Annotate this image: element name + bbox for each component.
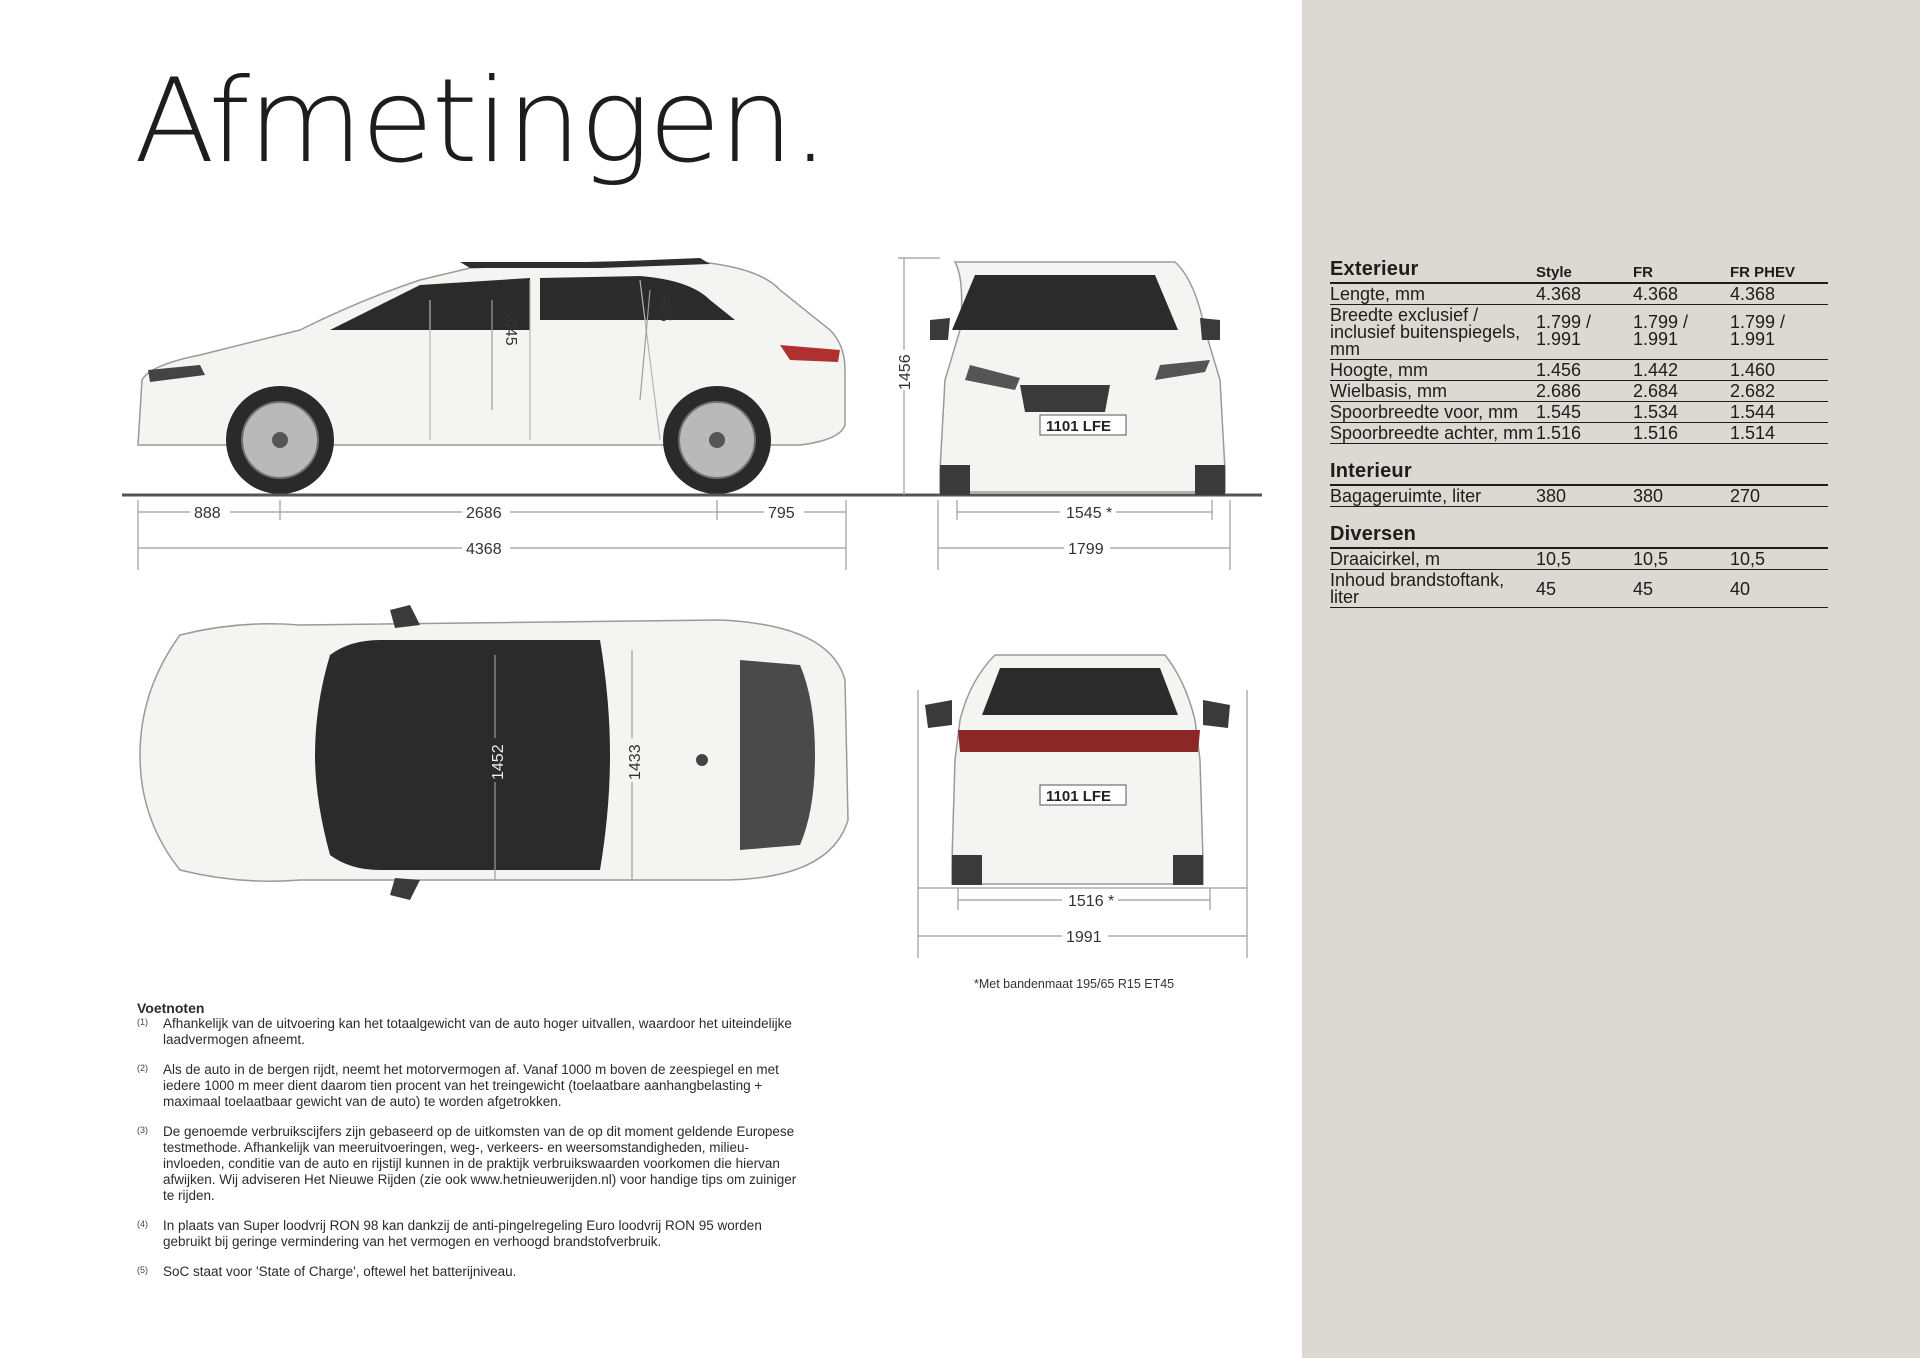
row-label: Lengte, mm (1330, 284, 1426, 304)
row-label: Draaicirkel, m (1330, 549, 1441, 569)
table-row (1330, 423, 1828, 444)
rear-shoulder-label: 1433 (627, 744, 644, 780)
footnote-item (137, 1264, 797, 1280)
row-value: 1.799 / 1.991 (1633, 312, 1689, 349)
footnote-marker: (5) (137, 1265, 148, 1275)
row-value: 1.442 (1633, 360, 1679, 380)
row-value: 4.368 (1730, 284, 1776, 304)
footnote-text: In plaats van Super loodvrij RON 98 kan dankzij de anti-pingelregeling Euro loodvrij RON 95 worden gebruikt bij geringe vermindering van het vermogen en verhoogd brandstofverbruik. (163, 1218, 762, 1249)
row-label: Breedte exclusief / inclusief buitenspiegels, mm (1330, 305, 1521, 359)
row-value: 2.684 (1633, 381, 1679, 401)
front-track-label: 1545 * (1066, 505, 1113, 522)
length-label: 4368 (466, 541, 502, 558)
front-overhang-label: 888 (194, 505, 221, 522)
footnote-item (137, 1124, 797, 1204)
footnote-text: Afhankelijk van de uitvoering kan het totaalgewicht van de auto hoger uitvallen, waardoor het uiteindelijke laadvermogen afneemt. (163, 1016, 792, 1047)
row-value: 4.368 (1633, 284, 1679, 304)
row-value: 10,5 (1730, 549, 1766, 569)
section-title: Interieur (1330, 460, 1412, 482)
rear-overhang-label: 795 (768, 505, 795, 522)
table-row (1330, 486, 1828, 507)
row-label: Spoorbreedte voor, mm (1330, 402, 1519, 422)
footnotes-title: Voetnoten (137, 1000, 205, 1016)
spec-section-interieur (1330, 460, 1828, 507)
rear-plate-text: 1101 LFE (1046, 788, 1112, 805)
column-header-fr-phev: FR PHEV (1730, 264, 1796, 281)
footnote-item (137, 1062, 797, 1110)
page-title: Afmetingen. (134, 53, 828, 189)
column-header-style: Style (1536, 264, 1572, 281)
row-value: 1.514 (1730, 423, 1776, 443)
row-value: 380 (1633, 486, 1664, 506)
spec-section-diversen (1330, 523, 1828, 608)
footnote-text: SoC staat voor 'State of Charge', oftewel het batterijniveau. (163, 1264, 517, 1279)
row-label: Bagageruimte, liter (1330, 486, 1482, 506)
row-value: 10,5 (1633, 549, 1669, 569)
row-value: 1.516 (1633, 423, 1679, 443)
row-value: 1.534 (1633, 402, 1679, 422)
footnote-marker: (2) (137, 1063, 148, 1073)
footnote-text: De genoemde verbruikscijfers zijn gebaseerd op de uitkomsten van de op dit moment geldende Europese testmethode. Afhankelijk van meeruitvoeringen, weg-, verkeers- en weersomstandigheden, milieu-invloeden, conditie van de auto en rijstijl kunnen in de praktijk verbruikswaarden voorkomen die hiervan afwijken. Wij adviseren Het Nieuwe Rijden (zie ook www.hetnieuwerijden.nl) voor handige tips om zuiniger te rijden. (163, 1124, 797, 1203)
section-title: Exterieur (1330, 258, 1419, 280)
front-view-car (930, 262, 1225, 495)
table-row (1330, 305, 1828, 360)
width-label: 1799 (1068, 541, 1104, 558)
row-value: 1.545 (1536, 402, 1582, 422)
row-value: 4.368 (1536, 284, 1582, 304)
table-row (1330, 402, 1828, 423)
footnote-marker: (3) (137, 1125, 148, 1135)
height-label: 1456 (897, 354, 914, 390)
rear-view-car (925, 655, 1230, 885)
footnote-text: Als de auto in de bergen rijdt, neemt het motorvermogen af. Vanaf 1000 m boven de zeespiegel en met iedere 1000 m meer dient daarom tien procent van het treingewicht (toelaatbare aanhangbelasting + maximaal toelaatbaar gewicht van de auto) te worden afgetrokken. (163, 1062, 779, 1109)
row-value: 40 (1730, 578, 1751, 599)
row-value: 1.516 (1536, 423, 1582, 443)
spec-panel-background (1302, 0, 1920, 1358)
spec-section-header (1330, 460, 1828, 486)
spec-table (1330, 258, 1828, 624)
table-row (1330, 360, 1828, 381)
row-value: 270 (1730, 486, 1761, 506)
table-row (1330, 284, 1828, 305)
row-label: Inhoud brandstoftank, liter (1330, 570, 1505, 607)
row-value: 1.460 (1730, 360, 1776, 380)
row-value: 2.682 (1730, 381, 1776, 401)
spec-section-exterieur (1330, 258, 1828, 444)
table-row (1330, 381, 1828, 402)
row-label: Spoorbreedte achter, mm (1330, 423, 1534, 443)
row-value: 380 (1536, 486, 1567, 506)
row-value: 45 (1633, 578, 1654, 599)
front-shoulder-label: 1452 (490, 744, 507, 780)
table-row (1330, 570, 1828, 608)
row-value: 45 (1536, 578, 1557, 599)
column-header-fr: FR (1633, 264, 1653, 281)
front-plate-text: 1101 LFE (1046, 418, 1112, 435)
footnote-marker: (1) (137, 1017, 148, 1027)
row-value: 1.456 (1536, 360, 1582, 380)
spec-section-header (1330, 258, 1828, 284)
spec-section-header (1330, 523, 1828, 549)
footnotes (137, 1000, 797, 1294)
footnote-marker: (4) (137, 1219, 148, 1229)
tyre-size-note: *Met bandenmaat 195/65 R15 ET45 (974, 977, 1175, 991)
row-value: 1.799 / 1.991 (1730, 312, 1786, 349)
wheelbase-label: 2686 (466, 505, 502, 522)
footnote-item (137, 1016, 797, 1048)
rear-headroom-label: 965 (656, 295, 673, 322)
front-headroom-label: 1045 (502, 310, 519, 346)
rear-track-label: 1516 * (1068, 893, 1115, 910)
width-mirrors-label: 1991 (1066, 929, 1102, 946)
section-title: Diversen (1330, 523, 1417, 545)
row-value: 2.686 (1536, 381, 1582, 401)
row-value: 1.544 (1730, 402, 1776, 422)
row-label: Wielbasis, mm (1330, 381, 1448, 401)
table-row (1330, 549, 1828, 570)
row-value: 1.799 / 1.991 (1536, 312, 1592, 349)
vehicle-dimension-drawings (0, 0, 1300, 1000)
row-value: 10,5 (1536, 549, 1572, 569)
row-label: Hoogte, mm (1330, 360, 1429, 380)
footnote-item (137, 1218, 797, 1250)
